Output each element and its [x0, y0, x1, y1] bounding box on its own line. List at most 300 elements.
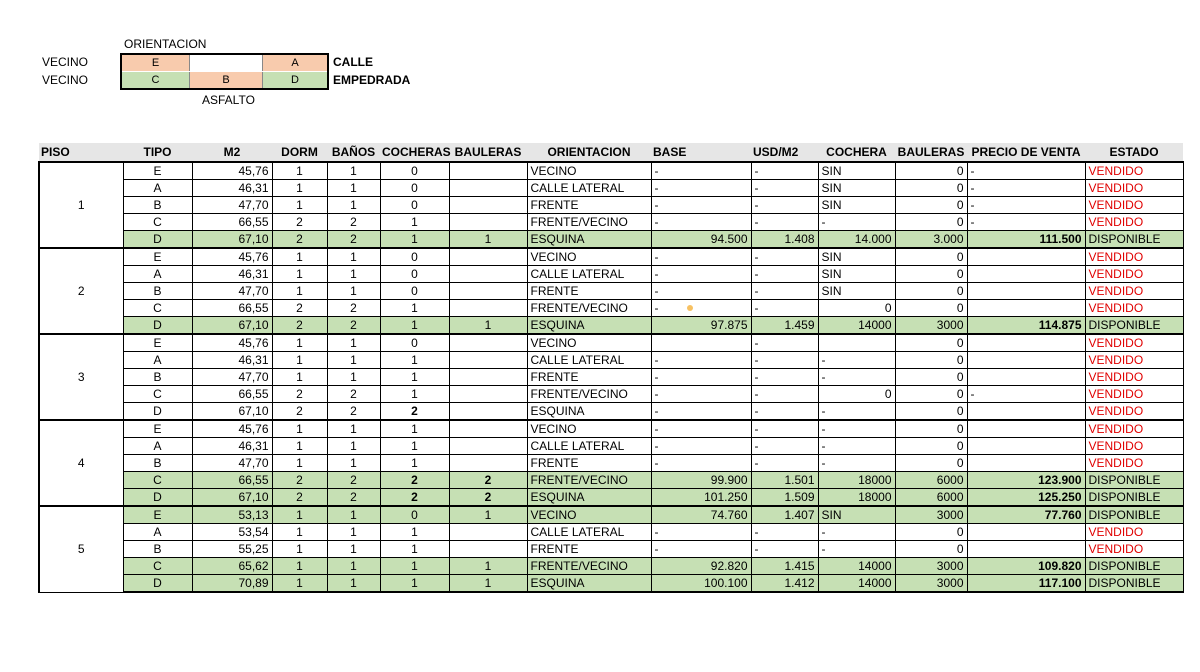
unit-estado: DISPONIBLE — [1085, 231, 1183, 249]
unit-bauleras — [449, 180, 527, 197]
unit-usd-m2: - — [751, 180, 818, 197]
unit-usd-m2: - — [751, 541, 818, 558]
unit-cochera: SIN — [818, 248, 895, 266]
unit-cochera: - — [818, 214, 895, 231]
unit-estado: VENDIDO — [1085, 283, 1183, 300]
unit-base: - — [651, 438, 751, 455]
unit-bauleras — [449, 369, 527, 386]
watermark-dot — [687, 305, 693, 311]
unit-orientacion: CALLE LATERAL — [527, 524, 651, 541]
piso-cell: 3 — [39, 334, 123, 420]
unit-tipo: B — [123, 283, 192, 300]
unit-cochera: SIN — [818, 266, 895, 283]
unit-tipo: A — [123, 266, 192, 283]
unit-usd-m2: - — [751, 403, 818, 421]
unit-usd-m2: - — [751, 455, 818, 472]
unit-cochera: - — [818, 352, 895, 369]
unit-cocheras: 1 — [380, 455, 449, 472]
unit-bauleras — [449, 266, 527, 283]
unit-orientacion: ESQUINA — [527, 403, 651, 421]
unit-base: - — [651, 403, 751, 421]
unit-bauleras — [449, 162, 527, 180]
unit-base: 99.900 — [651, 472, 751, 489]
unit-estado: DISPONIBLE — [1085, 575, 1183, 593]
unit-bauleras: 1 — [449, 231, 527, 249]
header-orientacion: ORIENTACION — [527, 143, 651, 162]
table-row — [39, 420, 1183, 438]
legend-cell-d: D — [263, 72, 327, 88]
unit-dorm: 1 — [272, 558, 327, 575]
unit-precio-venta: 114.875 — [967, 317, 1085, 335]
table-row — [39, 162, 1183, 180]
unit-orientacion: FRENTE/VECINO — [527, 300, 651, 317]
table-row — [39, 266, 1183, 283]
unit-precio-venta — [967, 420, 1085, 438]
unit-m2: 47,70 — [192, 197, 272, 214]
unit-cocheras: 1 — [380, 524, 449, 541]
unit-banos: 1 — [327, 575, 380, 593]
unit-cocheras: 1 — [380, 231, 449, 249]
unit-precio-venta: - — [967, 214, 1085, 231]
unit-tipo: C — [123, 300, 192, 317]
table-row — [39, 386, 1183, 403]
unit-usd-m2: 1.415 — [751, 558, 818, 575]
unit-estado: VENDIDO — [1085, 524, 1183, 541]
unit-bauleras — [449, 386, 527, 403]
unit-estado: VENDIDO — [1085, 248, 1183, 266]
unit-bauleras-price: 0 — [895, 266, 967, 283]
table-row — [39, 524, 1183, 541]
header-piso: PISO — [39, 143, 123, 162]
unit-orientacion: CALLE LATERAL — [527, 352, 651, 369]
unit-orientacion: FRENTE — [527, 455, 651, 472]
orientation-legend — [0, 0, 460, 110]
unit-dorm: 1 — [272, 283, 327, 300]
unit-banos: 1 — [327, 352, 380, 369]
unit-m2: 46,31 — [192, 438, 272, 455]
legend-title: ORIENTACION — [124, 37, 207, 51]
unit-tipo: C — [123, 472, 192, 489]
unit-precio-venta: 125.250 — [967, 489, 1085, 507]
unit-cochera: - — [818, 420, 895, 438]
unit-dorm: 2 — [272, 489, 327, 507]
unit-banos: 2 — [327, 300, 380, 317]
unit-usd-m2: - — [751, 162, 818, 180]
header-banos: BAÑOS — [327, 143, 380, 162]
unit-precio-venta — [967, 438, 1085, 455]
unit-tipo: D — [123, 403, 192, 421]
unit-usd-m2: - — [751, 334, 818, 352]
unit-base: - — [651, 162, 751, 180]
unit-orientacion: VECINO — [527, 420, 651, 438]
unit-usd-m2: 1.459 — [751, 317, 818, 335]
unit-estado: VENDIDO — [1085, 541, 1183, 558]
unit-orientacion: ESQUINA — [527, 489, 651, 507]
unit-estado: VENDIDO — [1085, 420, 1183, 438]
unit-bauleras: 2 — [449, 489, 527, 507]
unit-bauleras-price: 0 — [895, 403, 967, 421]
unit-m2: 45,76 — [192, 248, 272, 266]
unit-tipo: B — [123, 197, 192, 214]
unit-orientacion: FRENTE/VECINO — [527, 214, 651, 231]
unit-dorm: 1 — [272, 197, 327, 214]
unit-bauleras-price: 0 — [895, 214, 967, 231]
unit-banos: 2 — [327, 472, 380, 489]
table-body — [39, 162, 1183, 592]
table-row — [39, 317, 1183, 335]
legend-cell-b: B — [189, 72, 263, 88]
unit-precio-venta — [967, 403, 1085, 421]
unit-dorm: 2 — [272, 300, 327, 317]
unit-cochera: 14000 — [818, 317, 895, 335]
unit-estado: VENDIDO — [1085, 197, 1183, 214]
unit-m2: 66,55 — [192, 214, 272, 231]
unit-usd-m2: - — [751, 524, 818, 541]
unit-bauleras-price: 0 — [895, 334, 967, 352]
unit-bauleras-price: 6000 — [895, 472, 967, 489]
unit-precio-venta — [967, 283, 1085, 300]
unit-precio-venta: - — [967, 162, 1085, 180]
unit-orientacion: FRENTE — [527, 541, 651, 558]
unit-m2: 46,31 — [192, 180, 272, 197]
unit-cochera: - — [818, 455, 895, 472]
unit-bauleras-price: 6000 — [895, 489, 967, 507]
unit-bauleras-price: 3000 — [895, 506, 967, 524]
unit-bauleras-price: 0 — [895, 524, 967, 541]
table-row — [39, 231, 1183, 249]
unit-base: - — [651, 420, 751, 438]
unit-base: 101.250 — [651, 489, 751, 507]
unit-dorm: 2 — [272, 386, 327, 403]
unit-estado: DISPONIBLE — [1085, 558, 1183, 575]
unit-orientacion: FRENTE/VECINO — [527, 386, 651, 403]
unit-bauleras-price: 0 — [895, 352, 967, 369]
unit-banos: 2 — [327, 317, 380, 335]
unit-precio-venta — [967, 334, 1085, 352]
unit-m2: 45,76 — [192, 334, 272, 352]
unit-cochera: 14.000 — [818, 231, 895, 249]
unit-banos: 1 — [327, 334, 380, 352]
unit-usd-m2: 1.408 — [751, 231, 818, 249]
unit-usd-m2: - — [751, 386, 818, 403]
unit-cocheras: 1 — [380, 575, 449, 593]
unit-estado: VENDIDO — [1085, 334, 1183, 352]
unit-base: 74.760 — [651, 506, 751, 524]
unit-tipo: E — [123, 248, 192, 266]
unit-cocheras: 0 — [380, 180, 449, 197]
unit-usd-m2: - — [751, 266, 818, 283]
header-base: BASE — [651, 143, 751, 162]
unit-banos: 1 — [327, 524, 380, 541]
header-cocheras: COCHERAS — [380, 143, 449, 162]
legend-vecino-bottom: VECINO — [42, 73, 89, 87]
unit-base: 92.820 — [651, 558, 751, 575]
unit-bauleras-price: 0 — [895, 248, 967, 266]
unit-cochera: - — [818, 438, 895, 455]
piso-cell: 5 — [39, 506, 123, 592]
unit-precio-venta: 123.900 — [967, 472, 1085, 489]
unit-bauleras — [449, 214, 527, 231]
unit-dorm: 2 — [272, 317, 327, 335]
unit-estado: VENDIDO — [1085, 403, 1183, 421]
unit-cocheras: 0 — [380, 283, 449, 300]
unit-estado: DISPONIBLE — [1085, 317, 1183, 335]
unit-precio-venta: - — [967, 180, 1085, 197]
unit-banos: 1 — [327, 558, 380, 575]
unit-cocheras: 1 — [380, 317, 449, 335]
unit-cocheras: 1 — [380, 369, 449, 386]
unit-m2: 66,55 — [192, 300, 272, 317]
unit-precio-venta — [967, 455, 1085, 472]
piso-cell: 2 — [39, 248, 123, 334]
unit-bauleras-price: 0 — [895, 369, 967, 386]
unit-base: 100.100 — [651, 575, 751, 593]
unit-cochera: - — [818, 524, 895, 541]
unit-estado: DISPONIBLE — [1085, 489, 1183, 507]
unit-dorm: 1 — [272, 369, 327, 386]
unit-dorm: 1 — [272, 334, 327, 352]
unit-m2: 45,76 — [192, 162, 272, 180]
unit-base: - — [651, 369, 751, 386]
unit-estado: VENDIDO — [1085, 438, 1183, 455]
unit-estado: VENDIDO — [1085, 369, 1183, 386]
unit-usd-m2: - — [751, 369, 818, 386]
unit-estado: VENDIDO — [1085, 386, 1183, 403]
unit-tipo: C — [123, 386, 192, 403]
unit-banos: 1 — [327, 266, 380, 283]
unit-dorm: 1 — [272, 541, 327, 558]
unit-cochera: 0 — [818, 300, 895, 317]
table-row — [39, 334, 1183, 352]
unit-m2: 67,10 — [192, 231, 272, 249]
header-bauleras-price: BAULERAS — [895, 143, 967, 162]
legend-calle: CALLE — [333, 55, 373, 69]
unit-cochera: - — [818, 541, 895, 558]
unit-dorm: 2 — [272, 231, 327, 249]
unit-base: 94.500 — [651, 231, 751, 249]
unit-bauleras — [449, 455, 527, 472]
unit-usd-m2: - — [751, 283, 818, 300]
unit-cochera: SIN — [818, 283, 895, 300]
table-row — [39, 455, 1183, 472]
unit-cochera: SIN — [818, 506, 895, 524]
unit-cochera: - — [818, 403, 895, 421]
unit-m2: 45,76 — [192, 420, 272, 438]
unit-m2: 66,55 — [192, 386, 272, 403]
unit-tipo: C — [123, 558, 192, 575]
unit-tipo: D — [123, 317, 192, 335]
header-precio-venta: PRECIO DE VENTA — [967, 143, 1085, 162]
unit-estado: VENDIDO — [1085, 214, 1183, 231]
unit-tipo: E — [123, 506, 192, 524]
legend-cell-empty — [189, 55, 263, 71]
unit-bauleras — [449, 300, 527, 317]
unit-base: - — [651, 300, 751, 317]
unit-m2: 67,10 — [192, 489, 272, 507]
unit-cocheras: 1 — [380, 420, 449, 438]
unit-bauleras — [449, 541, 527, 558]
unit-estado: VENDIDO — [1085, 352, 1183, 369]
unit-usd-m2: 1.501 — [751, 472, 818, 489]
unit-cocheras: 0 — [380, 162, 449, 180]
unit-tipo: A — [123, 524, 192, 541]
unit-bauleras-price: 0 — [895, 162, 967, 180]
header-cochera: COCHERA — [818, 143, 895, 162]
unit-dorm: 1 — [272, 266, 327, 283]
unit-usd-m2: 1.509 — [751, 489, 818, 507]
unit-precio-venta — [967, 369, 1085, 386]
unit-cochera: SIN — [818, 180, 895, 197]
unit-cocheras: 0 — [380, 248, 449, 266]
header-tipo: TIPO — [123, 143, 192, 162]
unit-tipo: A — [123, 438, 192, 455]
unit-orientacion: VECINO — [527, 162, 651, 180]
unit-orientacion: CALLE LATERAL — [527, 438, 651, 455]
table-row — [39, 300, 1183, 317]
unit-precio-venta: - — [967, 386, 1085, 403]
piso-cell: 1 — [39, 162, 123, 248]
unit-bauleras-price: 0 — [895, 197, 967, 214]
unit-tipo: E — [123, 420, 192, 438]
unit-m2: 53,54 — [192, 524, 272, 541]
unit-bauleras — [449, 403, 527, 421]
unit-bauleras — [449, 420, 527, 438]
unit-bauleras-price: 0 — [895, 438, 967, 455]
table-row — [39, 472, 1183, 489]
unit-cochera: SIN — [818, 162, 895, 180]
unit-usd-m2: - — [751, 352, 818, 369]
legend-cell-a: A — [263, 55, 327, 71]
table-row — [39, 403, 1183, 421]
table-row — [39, 197, 1183, 214]
units-table — [38, 143, 1184, 593]
unit-base: - — [651, 180, 751, 197]
unit-bauleras — [449, 438, 527, 455]
unit-base: - — [651, 541, 751, 558]
unit-bauleras — [449, 334, 527, 352]
unit-banos: 2 — [327, 214, 380, 231]
unit-cocheras: 0 — [380, 266, 449, 283]
unit-m2: 70,89 — [192, 575, 272, 593]
unit-estado: VENDIDO — [1085, 455, 1183, 472]
unit-m2: 65,62 — [192, 558, 272, 575]
unit-tipo: A — [123, 352, 192, 369]
unit-banos: 1 — [327, 180, 380, 197]
unit-precio-venta: - — [967, 197, 1085, 214]
unit-bauleras: 1 — [449, 558, 527, 575]
unit-banos: 1 — [327, 162, 380, 180]
unit-cochera: 18000 — [818, 489, 895, 507]
unit-orientacion: FRENTE — [527, 369, 651, 386]
table-row — [39, 575, 1183, 593]
unit-dorm: 1 — [272, 248, 327, 266]
unit-precio-venta: 77.760 — [967, 506, 1085, 524]
unit-base: - — [651, 455, 751, 472]
unit-tipo: D — [123, 489, 192, 507]
legend-empedrada: EMPEDRADA — [333, 73, 411, 87]
unit-precio-venta — [967, 524, 1085, 541]
unit-tipo: C — [123, 214, 192, 231]
unit-m2: 67,10 — [192, 317, 272, 335]
header-usd-m2: USD/M2 — [751, 143, 818, 162]
unit-orientacion: FRENTE/VECINO — [527, 472, 651, 489]
unit-cocheras: 1 — [380, 558, 449, 575]
unit-usd-m2: 1.407 — [751, 506, 818, 524]
piso-cell: 4 — [39, 420, 123, 506]
unit-precio-venta — [967, 541, 1085, 558]
unit-dorm: 1 — [272, 180, 327, 197]
unit-base: - — [651, 214, 751, 231]
legend-cell-e: E — [122, 55, 189, 71]
unit-usd-m2: - — [751, 214, 818, 231]
unit-banos: 1 — [327, 420, 380, 438]
unit-estado: VENDIDO — [1085, 162, 1183, 180]
unit-bauleras-price: 0 — [895, 455, 967, 472]
unit-bauleras — [449, 197, 527, 214]
unit-bauleras-price: 3000 — [895, 575, 967, 593]
unit-banos: 1 — [327, 248, 380, 266]
unit-tipo: E — [123, 162, 192, 180]
unit-estado: VENDIDO — [1085, 180, 1183, 197]
legend-cell-c: C — [122, 72, 189, 88]
unit-base: - — [651, 386, 751, 403]
unit-m2: 46,31 — [192, 266, 272, 283]
unit-m2: 47,70 — [192, 369, 272, 386]
unit-orientacion: ESQUINA — [527, 575, 651, 593]
unit-bauleras — [449, 283, 527, 300]
unit-cocheras: 1 — [380, 300, 449, 317]
unit-bauleras-price: 3000 — [895, 558, 967, 575]
header-bauleras: BAULERAS — [449, 143, 527, 162]
unit-cochera: 18000 — [818, 472, 895, 489]
unit-cochera: - — [818, 369, 895, 386]
unit-tipo: B — [123, 369, 192, 386]
table-row — [39, 180, 1183, 197]
unit-m2: 46,31 — [192, 352, 272, 369]
unit-estado: VENDIDO — [1085, 300, 1183, 317]
table-row — [39, 352, 1183, 369]
unit-banos: 1 — [327, 369, 380, 386]
unit-dorm: 1 — [272, 455, 327, 472]
unit-dorm: 2 — [272, 403, 327, 421]
unit-bauleras — [449, 524, 527, 541]
unit-banos: 1 — [327, 438, 380, 455]
unit-usd-m2: 1.412 — [751, 575, 818, 593]
unit-precio-venta: 117.100 — [967, 575, 1085, 593]
unit-bauleras: 2 — [449, 472, 527, 489]
unit-orientacion: FRENTE — [527, 197, 651, 214]
unit-banos: 1 — [327, 506, 380, 524]
unit-bauleras-price: 3.000 — [895, 231, 967, 249]
unit-dorm: 1 — [272, 352, 327, 369]
unit-banos: 2 — [327, 386, 380, 403]
unit-dorm: 1 — [272, 420, 327, 438]
unit-bauleras-price: 0 — [895, 420, 967, 438]
unit-dorm: 2 — [272, 472, 327, 489]
unit-cocheras: 1 — [380, 214, 449, 231]
unit-precio-venta: 111.500 — [967, 231, 1085, 249]
unit-bauleras-price: 0 — [895, 300, 967, 317]
unit-m2: 47,70 — [192, 283, 272, 300]
unit-banos: 2 — [327, 231, 380, 249]
unit-base: 97.875 — [651, 317, 751, 335]
unit-bauleras-price: 0 — [895, 180, 967, 197]
legend-asfalto: ASFALTO — [202, 93, 255, 107]
unit-m2: 55,25 — [192, 541, 272, 558]
unit-banos: 1 — [327, 455, 380, 472]
unit-dorm: 1 — [272, 438, 327, 455]
unit-estado: DISPONIBLE — [1085, 506, 1183, 524]
